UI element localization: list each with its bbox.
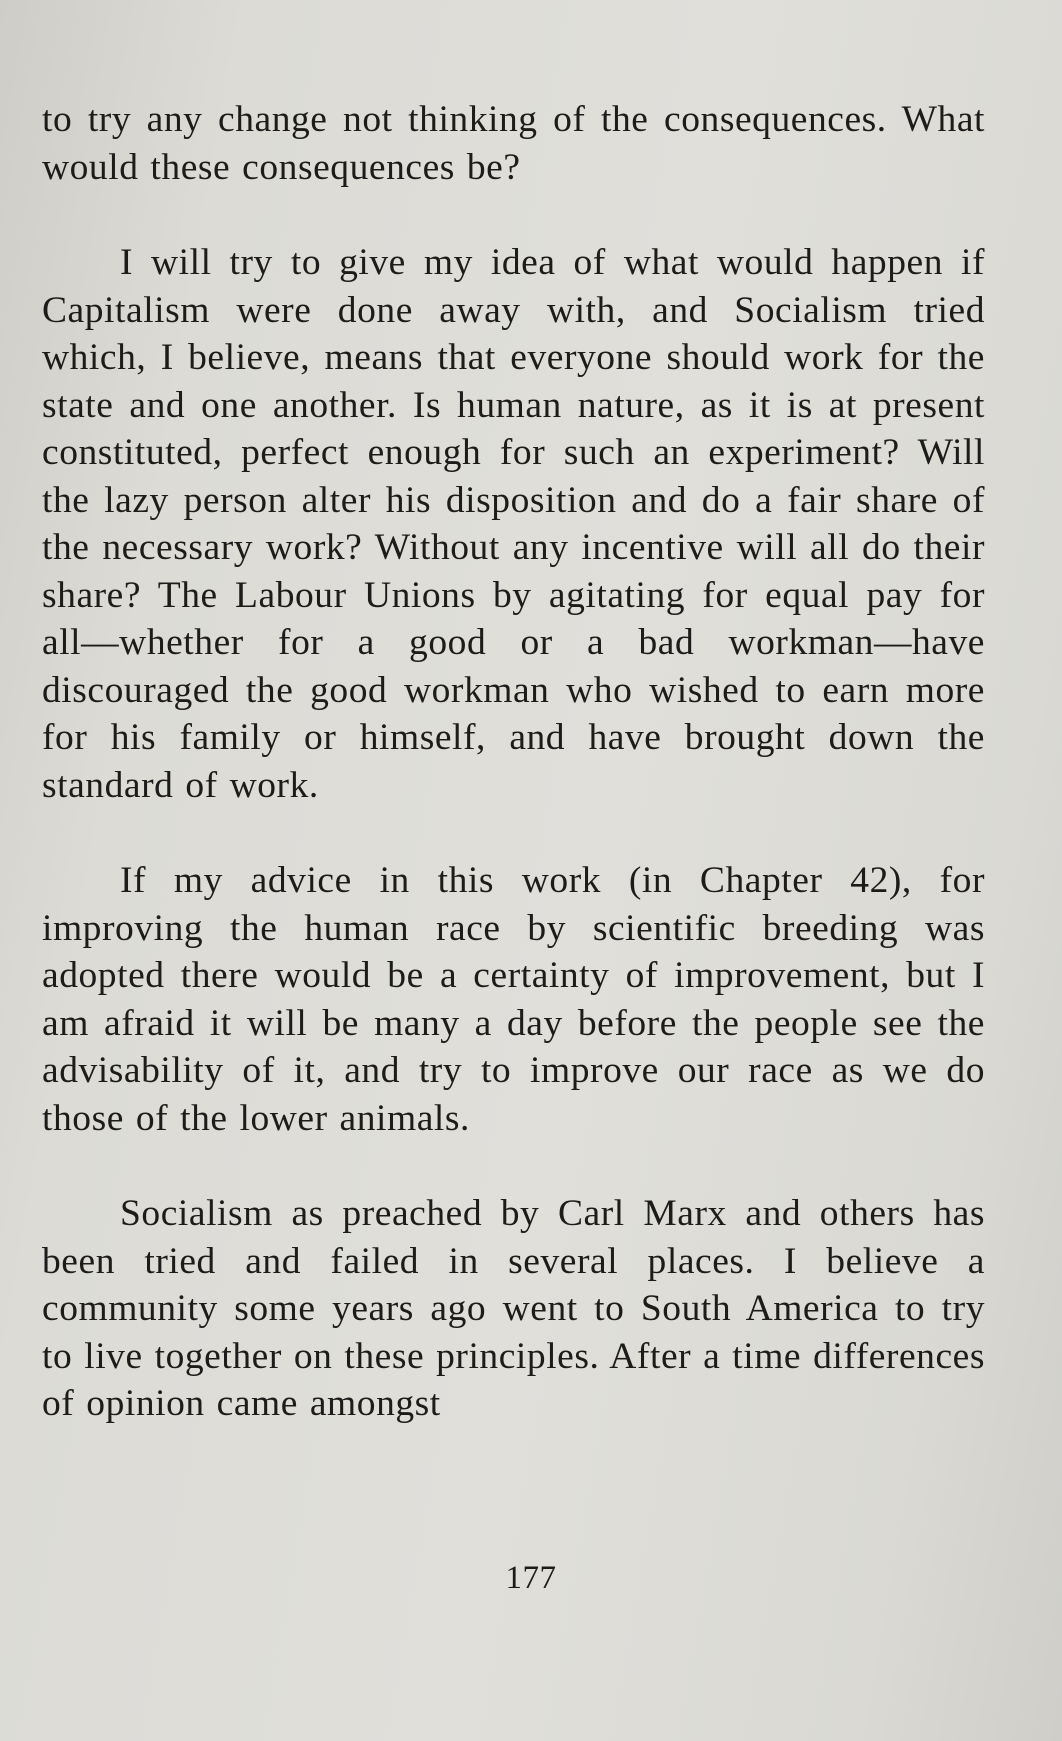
paragraph-scientific-breeding: If my advice in this work (in Chapter 42), for improving the human race by scientific breeding was adopted there would be a certainty of improvement, but I am afraid it will be many a day before the people see the advisability of it, and try to improve our race as we do those of the lower animals. bbox=[42, 860, 985, 1139]
paragraph-capitalism-socialism: I will try to give my idea of what would happen if Capitalism were done away with, and Socialism tried which, I believe, means that everyone should work for the state and one another. Is human nature, as it is at present constituted, perfect enough for such an experiment? Will the lazy person alter his disposition and do a fair share of the necessary work? Without any incentive will all do their share? The Labour Unions by agitating for equal pay for all—whether for a good or a bad workman—have discouraged the good workman who wished to earn more for his family or himself, and have brought down the standard of work. bbox=[42, 242, 985, 806]
page-body bbox=[42, 96, 985, 1428]
paragraph-continuation: to try any change not thinking of the consequences. What would these consequences be? bbox=[42, 99, 985, 188]
paragraph-marx: Socialism as preached by Carl Marx and others has been tried and failed in several places. I believe a community some years ago went to South America to try to live together on these principles. After a time differences of opinion came amongst bbox=[42, 1193, 985, 1424]
page-number: 177 bbox=[505, 1560, 557, 1596]
